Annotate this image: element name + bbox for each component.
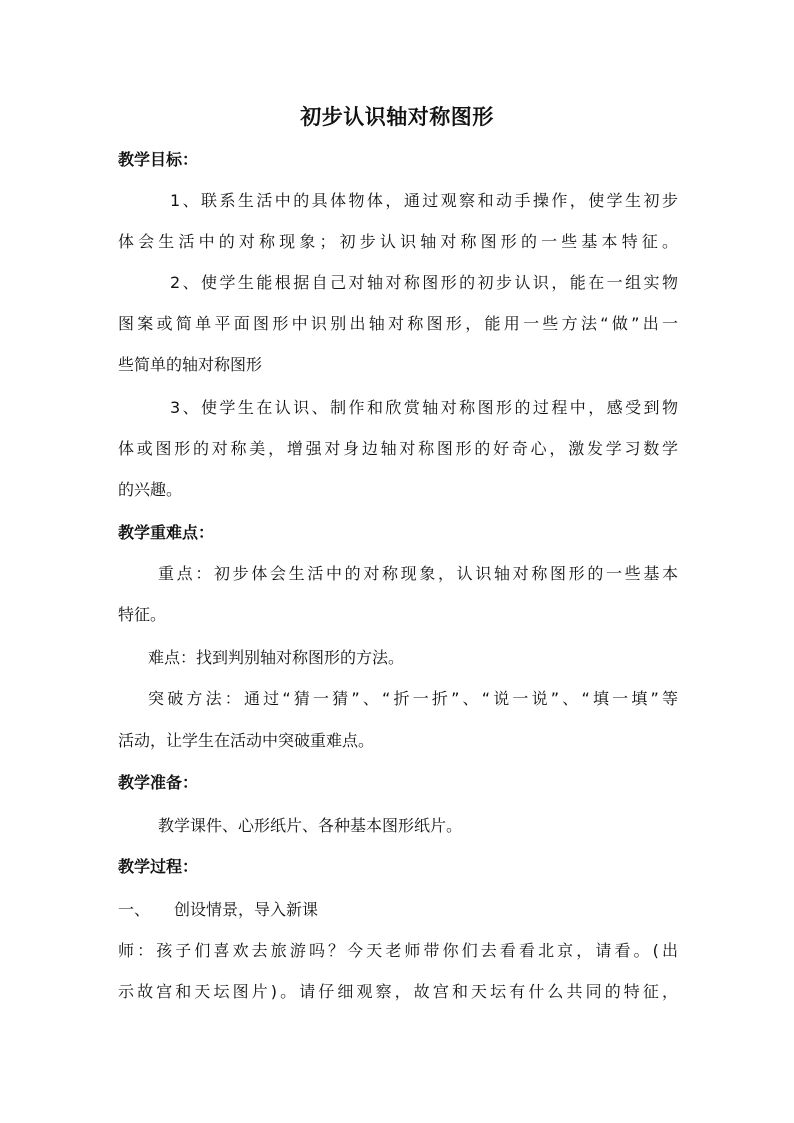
document-title: 初步认识轴对称图形 (300, 105, 494, 129)
difficulty-line: 难点：找到判别轴对称图形的方法。 (148, 648, 405, 667)
preparation-heading: 教学准备： (118, 773, 199, 792)
section-1-number: 一、 (118, 900, 151, 919)
method-line-2: 活动，让学生在活动中突破重难点。 (118, 731, 375, 750)
section-1-heading (118, 899, 678, 921)
method-line-1: 突破方法：通过“猜一猜”、“折一折”、“说一说”、“填一填”等 (148, 689, 678, 708)
goal-2-line-1: 2、使学生能根据自己对轴对称图形的初步认识，能在一组实物 (170, 273, 678, 292)
keypoints-heading: 教学重难点： (118, 523, 215, 542)
key-point-line-2: 特征。 (118, 605, 167, 624)
preparation-text: 教学课件、心形纸片、各种基本图形纸片。 (158, 816, 463, 835)
process-heading: 教学过程： (118, 857, 199, 876)
goal-3-line-2: 体或图形的对称美，增强对身边轴对称图形的好奇心，激发学习数学 (118, 439, 678, 458)
goal-1-line-1: 1、联系生活中的具体物体，通过观察和动手操作，使学生初步 (170, 191, 678, 210)
goal-1-line-2: 体会生活中的对称现象；初步认识轴对称图形的一些基本特征。 (118, 232, 678, 251)
goal-2-line-3: 些简单的轴对称图形 (118, 355, 263, 374)
key-point-line-1: 重点：初步体会生活中的对称现象，认识轴对称图形的一些基本 (158, 564, 678, 583)
teacher-line-2: 示故宫和天坛图片)。请仔细观察，故宫和天坛有什么共同的特征， (118, 982, 678, 1001)
teacher-line-1: 师：孩子们喜欢去旅游吗？今天老师带你们去看看北京，请看。(出 (118, 941, 678, 960)
goals-heading: 教学目标： (118, 150, 199, 169)
goal-2-line-2: 图案或简单平面图形中识别出轴对称图形，能用一些方法“做”出一 (118, 314, 678, 333)
goal-3-line-3: 的兴趣。 (118, 480, 183, 499)
goal-3-line-1: 3、使学生在认识、制作和欣赏轴对称图形的过程中，感受到物 (170, 398, 678, 417)
section-1-title: 创设情景，导入新课 (174, 900, 319, 919)
